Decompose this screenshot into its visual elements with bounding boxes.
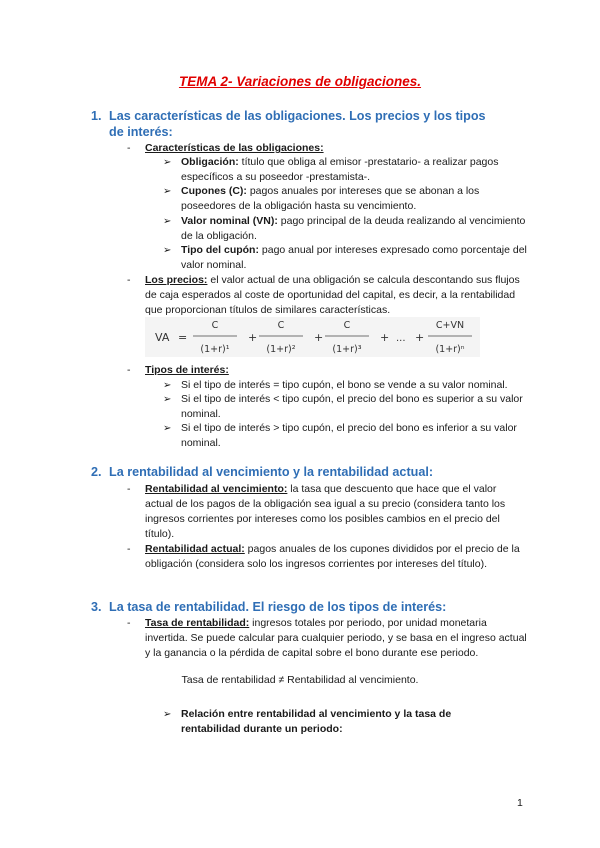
formula-denominator-1: (1+r)¹ (200, 344, 230, 355)
term: Obligación: (181, 156, 239, 168)
dash-bullet: - (127, 543, 131, 555)
rate-rule-text: Si el tipo de interés < tipo cupón, el precio del bono es superior a su valor nominal. (181, 393, 523, 420)
formula-denominator-3: (1+r)³ (332, 344, 362, 355)
formula-denominator-4: (1+r)ⁿ (435, 344, 465, 355)
definition-tipo-cupon (163, 243, 528, 273)
definition-valor-nominal (163, 214, 528, 244)
item-text: pagos anuales de los cupones divididos por el precio de la obligación (considera solo los ingresos corrientes por intereses del título). (145, 543, 520, 570)
item-label: Rentabilidad al vencimiento: (145, 483, 288, 495)
comparison-statement: Tasa de rentabilidad ≠ Rentabilidad al vencimiento. (181, 674, 419, 686)
page-number: 1 (517, 797, 523, 809)
formula-numerator-3: C (343, 320, 351, 331)
characteristics-item (127, 141, 527, 156)
term: Tipo del cupón: (181, 244, 259, 256)
definition-obligacion (163, 155, 528, 185)
definition-text: título que obliga al emisor -prestatario- a realizar pagos específicos a su poseedor -prestamista-. (181, 156, 499, 183)
section-number: 1. (91, 109, 102, 123)
formula-denominator-2: (1+r)² (266, 344, 296, 355)
item-label: Rentabilidad actual: (145, 543, 245, 555)
definition-text: pagos anuales por intereses que se abonan a los poseedores de la obligación hasta su vencimiento. (181, 185, 480, 212)
section-1-heading (91, 108, 501, 140)
formula-plus-1: + (248, 331, 258, 344)
item-text: ingresos totales por periodo, por unidad monetaria invertida. Se puede calcular para cualquier periodo, y se basa en el ingreso actual y la ganancia o la pérdida de capital sobre el bono durante ese periodo. (145, 617, 527, 659)
yield-to-maturity-item (127, 482, 527, 542)
formula-plus-3: + (380, 331, 390, 344)
dash-bullet: - (127, 364, 131, 376)
rate-rule-text: Si el tipo de interés > tipo cupón, el precio del bono es inferior a su valor nominal. (181, 422, 517, 449)
rate-rule-3 (163, 421, 528, 451)
rate-rule-2 (163, 392, 528, 422)
formula-numerator-4: C+VN (435, 320, 465, 331)
arrow-bullet-icon: ➢ (163, 380, 172, 391)
formula-plus-2: + (314, 331, 324, 344)
bond-price-formula (145, 317, 480, 357)
formula-equals: = (178, 331, 188, 344)
rate-of-return-item (127, 616, 527, 661)
definition-text: pago anual por intereses expresado como porcentaje del valor nominal. (181, 244, 527, 271)
definition-text: pago principal de la deuda realizando al vencimiento de la obligación. (181, 215, 526, 242)
item-label: Tasa de rentabilidad: (145, 617, 250, 629)
formula-numerator-1: C (211, 320, 219, 331)
formula-numerator-2: C (277, 320, 285, 331)
rates-item (127, 363, 527, 378)
document-title: TEMA 2- Variaciones de obligaciones. (178, 74, 422, 89)
section-number: 2. (91, 465, 102, 479)
section-title: La tasa de rentabilidad. El riesgo de los tipos de interés: (109, 600, 447, 614)
arrow-bullet-icon: ➢ (163, 245, 172, 256)
arrow-bullet-icon: ➢ (163, 709, 172, 720)
prices-label: Los precios: (145, 274, 208, 286)
dash-bullet: - (127, 142, 131, 154)
section-2-heading (91, 464, 501, 480)
prices-text: el valor actual de una obligación se calcula descontando sus flujos de caja esperados al coste de oportunidad del capital, es decir, a la rentabilidad que proporcionan títulos de similares características. (145, 274, 520, 316)
current-yield-item (127, 542, 527, 572)
section-3-heading (91, 599, 501, 615)
arrow-bullet-icon: ➢ (163, 186, 172, 197)
relation-text: Relación entre rentabilidad al vencimiento y la tasa de rentabilidad durante un periodo: (181, 708, 452, 735)
section-number: 3. (91, 600, 102, 614)
formula-lhs: VA (155, 331, 170, 344)
definition-cupones (163, 184, 528, 214)
item-text: la tasa que descuento que hace que el valor actual de los pagos de la obligación sea igual a su precio (considera tanto los ingresos corrientes por intereses como los posibles cambios en el precio del título). (145, 483, 506, 540)
relation-heading (163, 707, 483, 737)
rate-rule-1 (163, 378, 528, 393)
dash-bullet: - (127, 274, 131, 286)
formula-plus-4: + (415, 331, 425, 344)
rate-rule-text: Si el tipo de interés = tipo cupón, el bono se vende a su valor nominal. (181, 379, 508, 391)
arrow-bullet-icon: ➢ (163, 394, 172, 405)
characteristics-label: Características de las obligaciones: (145, 142, 324, 154)
dash-bullet: - (127, 483, 131, 495)
term: Valor nominal (VN): (181, 215, 278, 227)
arrow-bullet-icon: ➢ (163, 157, 172, 168)
dash-bullet: - (127, 617, 131, 629)
term: Cupones (C): (181, 185, 247, 197)
section-title: Las características de las obligaciones. Los precios y los tipos de interés: (109, 109, 486, 139)
arrow-bullet-icon: ➢ (163, 423, 172, 434)
formula-ellipsis: ... (396, 333, 406, 344)
section-title: La rentabilidad al vencimiento y la rentabilidad actual: (109, 465, 434, 479)
prices-item (127, 273, 527, 318)
arrow-bullet-icon: ➢ (163, 216, 172, 227)
rates-label: Tipos de interés: (145, 364, 229, 376)
